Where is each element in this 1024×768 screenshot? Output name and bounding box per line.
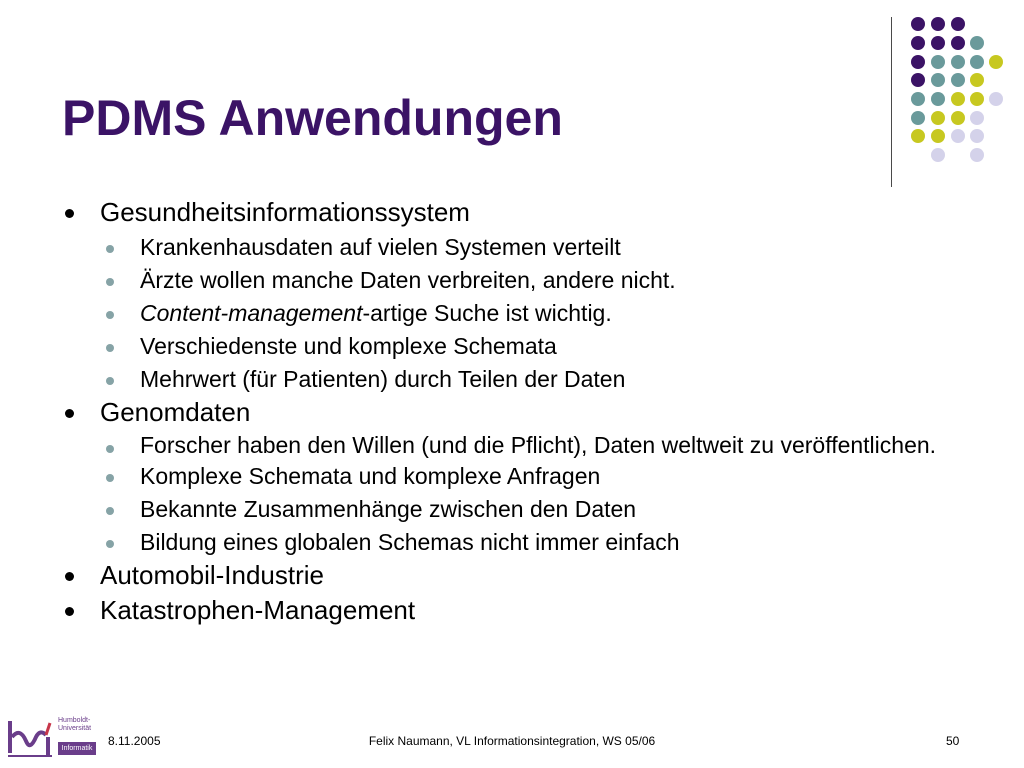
logo-line-2: Universität [58,725,92,732]
decor-dot [951,73,965,87]
decor-dot [951,129,965,143]
decor-dot [911,73,925,87]
decor-dot [931,111,945,125]
decor-dot [911,17,925,31]
sub-list-item-italic-text: Content-management [140,300,363,326]
sub-list-item [62,528,942,556]
sub-list-item [62,365,942,393]
sub-list-item-text: Verschiedenste und komplexe Schemata [140,333,557,359]
decor-dot [931,148,945,162]
sub-list-item [62,299,942,327]
list-item [62,559,942,591]
decor-dot [931,129,945,143]
decor-dot [970,36,984,50]
list-item-text: Genomdaten [100,397,251,427]
bullet-icon [65,409,74,418]
footer-page-number: 50 [946,734,960,748]
sub-bullet-icon [106,278,114,286]
decor-dot [989,92,1003,106]
decor-dot [951,36,965,50]
decor-dot [931,73,945,87]
slide-title: PDMS Anwendungen [62,90,563,146]
list-item-text: Katastrophen-Management [100,595,416,625]
list-item [62,196,942,228]
sub-bullet-icon [106,474,114,482]
sub-list-item [62,462,942,490]
decor-dot [931,17,945,31]
footer-date: 8.11.2005 [108,734,161,748]
decor-dot [931,36,945,50]
sub-list-item [62,495,942,523]
decor-dot [989,55,1003,69]
sub-list-item [62,433,942,457]
logo-label-box: Informatik [58,742,96,755]
decor-dot [970,92,984,106]
sub-list-item [62,266,942,294]
decor-dot [970,73,984,87]
sub-list-item-text: Mehrwert (für Patienten) durch Teilen der Daten [140,366,626,392]
sub-list-item [62,233,942,261]
sub-bullet-icon [106,344,114,352]
sub-list-item [62,332,942,360]
bullet-icon [65,209,74,218]
decor-dot [970,111,984,125]
decor-dot [970,55,984,69]
sub-list-item-text: -artige Suche ist wichtig. [362,300,612,326]
decor-dot [931,55,945,69]
list-item [62,594,942,626]
list-item-text: Automobil-Industrie [100,560,324,590]
decor-dot [911,36,925,50]
footer-author-course: Felix Naumann, VL Informationsintegration, WS 05/06 [368,734,656,748]
sub-bullet-icon [106,245,114,253]
bullet-icon [65,572,74,581]
sub-list-item-text: Krankenhausdaten auf vielen Systemen verteilt [140,234,621,260]
decor-dot [911,55,925,69]
sub-bullet-icon [106,445,114,453]
sub-list-item-text: Bildung eines globalen Schemas nicht immer einfach [140,529,680,555]
sub-bullet-icon [106,507,114,515]
logo-line-1: Humboldt- [58,717,91,724]
sub-list-item-text: Bekannte Zusammenhänge zwischen den Daten [140,496,637,522]
sub-list-item-text: Ärzte wollen manche Daten verbreiten, andere nicht. [140,267,676,293]
sub-bullet-icon [106,540,114,548]
vertical-divider [891,17,892,187]
sub-bullet-icon [106,311,114,319]
decor-dot [911,92,925,106]
sub-bullet-icon [106,377,114,385]
logo-text [58,717,91,733]
decor-dot [951,55,965,69]
decor-dot [951,17,965,31]
decor-dot [951,111,965,125]
bullet-list [62,193,942,626]
decor-dot [931,92,945,106]
decor-dot [970,129,984,143]
list-item [62,396,942,428]
decor-dot [911,111,925,125]
bullet-icon [65,607,74,616]
decor-dot [970,148,984,162]
sub-list-item-text: Komplexe Schemata und komplexe Anfragen [140,463,601,489]
sub-list-item-text: Forscher haben den Willen (und die Pflicht), Daten weltweit zu veröffentlichen. [140,432,937,458]
list-item-text: Gesundheitsinformationssystem [100,197,470,227]
decor-dot [951,92,965,106]
decor-dot [911,129,925,143]
